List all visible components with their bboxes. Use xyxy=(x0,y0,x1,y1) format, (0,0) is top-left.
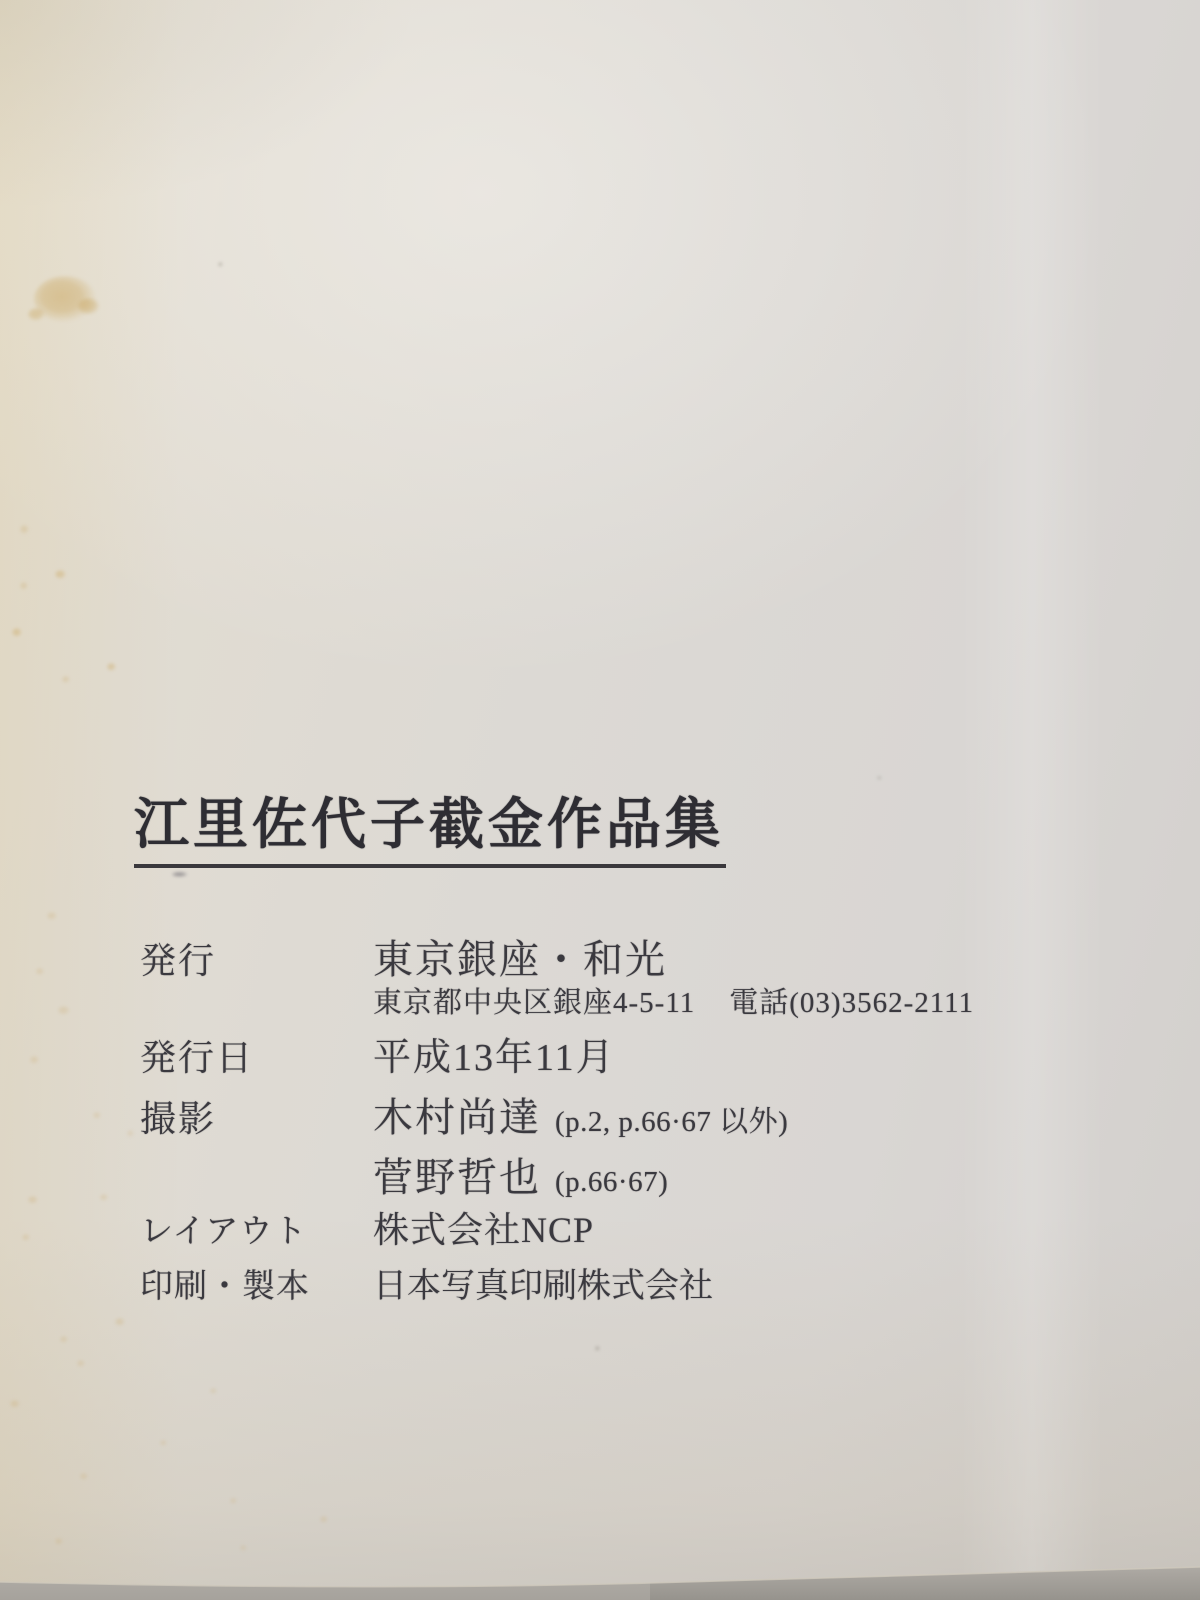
paper-stain xyxy=(60,1336,68,1343)
paper-stain xyxy=(77,1360,85,1367)
paper-stain xyxy=(100,1194,108,1201)
colophon-row-publisher xyxy=(140,928,667,985)
paper-stain xyxy=(115,1318,125,1326)
colophon-value-photographer-2: 菅野哲也 xyxy=(373,1155,541,1200)
paper-stain xyxy=(36,968,44,975)
paper-stain xyxy=(12,628,22,637)
paper-stain xyxy=(20,582,28,590)
colophon-label-layout: レイアウト xyxy=(140,1214,308,1250)
paper-stain xyxy=(22,1234,30,1241)
paper-stain xyxy=(107,663,116,671)
paper-stain xyxy=(20,525,29,534)
colophon-label-printing-binding: 印刷・製本 xyxy=(140,1269,310,1305)
paper-stain xyxy=(62,676,70,683)
paper-stain xyxy=(47,912,57,920)
paper-stain xyxy=(80,1473,88,1480)
colophon-label-publisher: 発行 xyxy=(140,941,217,981)
paper-stain xyxy=(28,308,45,321)
colophon-value-photographer-1: 木村尚達 xyxy=(373,1095,541,1140)
paper-stain xyxy=(127,1130,134,1137)
publisher-address: 東京都中央区銀座4-5-11 xyxy=(373,987,696,1019)
colophon-row-publication-date xyxy=(140,1026,616,1081)
colophon-label-photography: 撮影 xyxy=(140,1099,217,1139)
colophon xyxy=(140,0,1160,1600)
paper-stain xyxy=(55,570,66,579)
colophon-row-printing-binding xyxy=(140,1258,713,1307)
colophon-note-photographer-2-pages: (p.66·67) xyxy=(555,1166,669,1198)
book-title: 江里佐代子截金作品集 xyxy=(134,792,726,868)
page-bottom-edge xyxy=(0,1556,1200,1600)
paper-stain xyxy=(34,276,96,322)
paper-stain xyxy=(30,1056,39,1064)
paper-stain xyxy=(28,1196,38,1204)
paper-stain xyxy=(58,1006,70,1015)
publisher-phone: 電話(03)3562-2111 xyxy=(729,987,975,1019)
colophon-row-photography-2 xyxy=(140,1146,668,1203)
colophon-value-publisher: 東京銀座・和光 xyxy=(373,937,667,982)
colophon-value-publication-date: 平成13年11月 xyxy=(373,1037,616,1079)
paper-stain xyxy=(78,298,100,315)
colophon-row-photography-1 xyxy=(140,1086,788,1143)
colophon-row-publisher-address xyxy=(373,980,974,1021)
colophon-label-publication-date: 発行日 xyxy=(140,1038,255,1078)
paper-stain xyxy=(10,1400,20,1408)
colophon-note-photographer-1-pages: (p.2, p.66·67 以外) xyxy=(555,1106,789,1138)
paper-stain xyxy=(93,1112,101,1119)
paper-stain xyxy=(55,1538,63,1545)
colophon-value-layout: 株式会社NCP xyxy=(373,1210,595,1250)
colophon-row-layout xyxy=(140,1202,594,1253)
colophon-value-printing-binding: 日本写真印刷株式会社 xyxy=(373,1268,713,1305)
